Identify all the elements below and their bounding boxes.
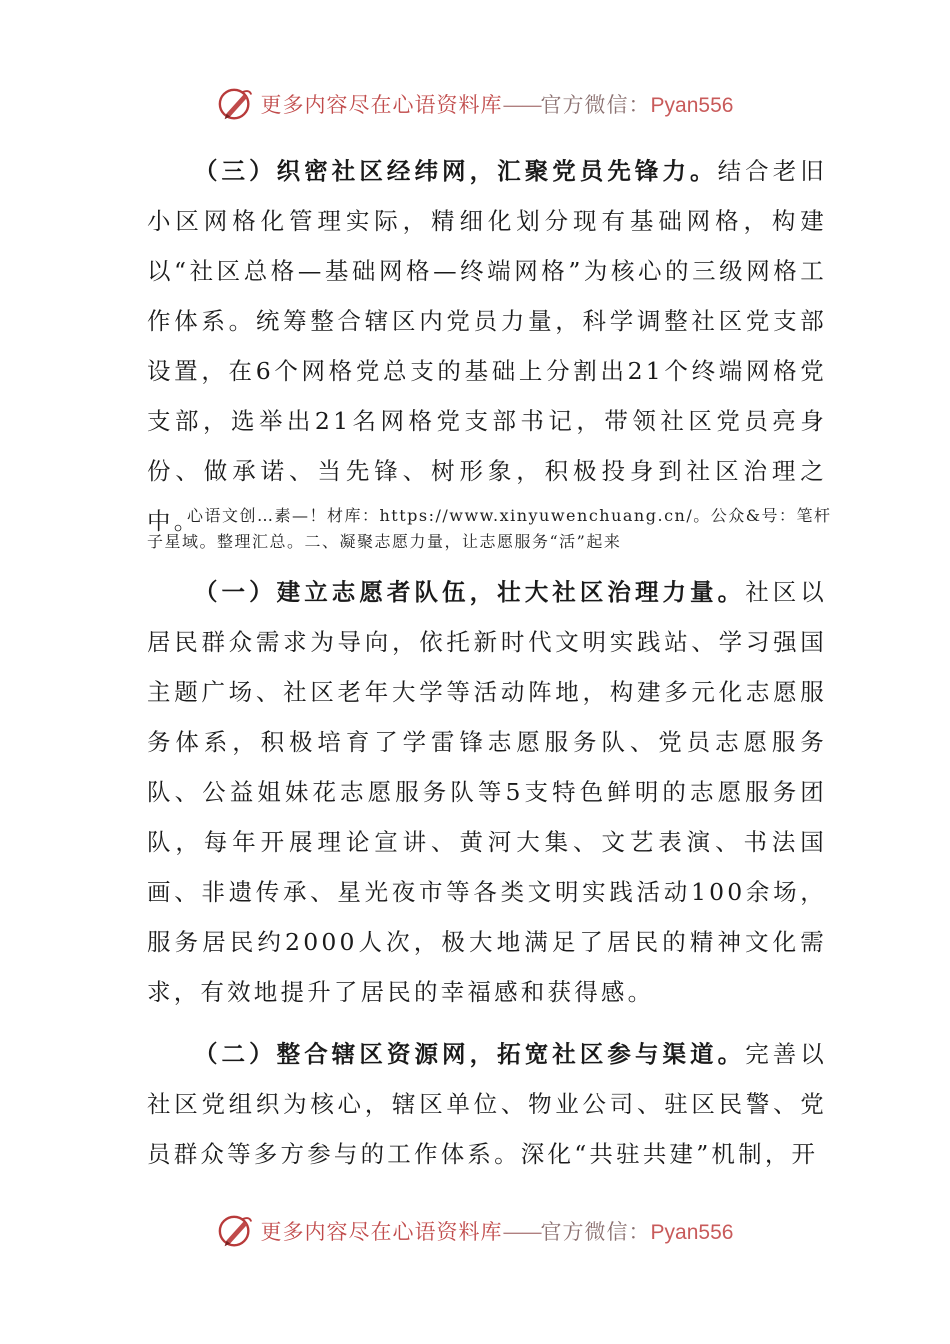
paragraph-body: 社区以居民群众需求为导向，依托新时代文明实践站、学习强国主题广场、社区老年大学等活动阵地，构建多元化志愿服务体系，积极培育了学雷锋志愿服务队、党员志愿服务队、公益姐妹花志愿服务队等5支特色鲜明的志愿服务团队，每年开展理论宣讲、黄河大集、文艺表演、书法国画、非遗传承、星光夜市等各类文明实践活动100余场，服务居民约2000人次，极大地满足了居民的精神文化需求，有效地提升了居民的幸福感和获得感。 — [147, 578, 828, 1006]
banner-label: 官方微信： — [540, 1220, 651, 1244]
banner-label: 官方微信： — [540, 93, 651, 117]
paragraph-grid-network — [147, 146, 827, 546]
pen-logo-icon — [217, 85, 255, 123]
paragraph-heading: （二）整合辖区资源网，拓宽社区参与渠道。 — [194, 1040, 746, 1068]
source-note: 心语文创…素—！材库：https://www.xinyuwenchuang.cn/。公众&号：笔杆子星域。整理汇总。二、凝聚志愿力量，让志愿服务“活”起来 — [147, 506, 832, 551]
paragraph-heading: （一）建立志愿者队伍，壮大社区治理力量。 — [194, 578, 746, 606]
banner-main: 更多内容尽在心语资料库 — [260, 1220, 503, 1244]
paragraph-heading: （三）织密社区经纬网，汇聚党员先锋力。 — [194, 157, 718, 185]
banner-wechat-id: Pyan556 — [650, 1221, 734, 1244]
banner-dash: —— — [502, 93, 541, 117]
banner-dash: —— — [502, 1220, 541, 1244]
banner-text — [261, 89, 734, 119]
paragraph-body: 完善以社区党组织为核心，辖区单位、物业公司、驻区民警、党员群众等多方参与的工作体系。深化“共驻共建”机制，开 — [147, 1040, 828, 1168]
paragraph-body: 结合老旧小区网格化管理实际，精细化划分现有基础网格，构建以“社区总格—基础网格—终端网格”为核心的三级网格工作体系。统筹整合辖区内党员力量，科学调整社区党支部设置，在6个网格党总支的基础上分割出21个终端网格党支部，选举出21名网格党支部书记，带领社区党员亮身份、做承诺、当先锋、树形象，积极投身到社区治理之中。 — [147, 157, 827, 535]
paragraph-volunteer-team — [147, 567, 827, 1017]
banner-text — [261, 1216, 734, 1246]
footer-banner — [0, 1209, 950, 1253]
paragraph-resource-network — [147, 1029, 827, 1179]
header-banner — [0, 82, 950, 126]
banner-wechat-id: Pyan556 — [650, 94, 734, 117]
pen-logo-icon — [217, 1212, 255, 1250]
banner-main: 更多内容尽在心语资料库 — [260, 93, 503, 117]
